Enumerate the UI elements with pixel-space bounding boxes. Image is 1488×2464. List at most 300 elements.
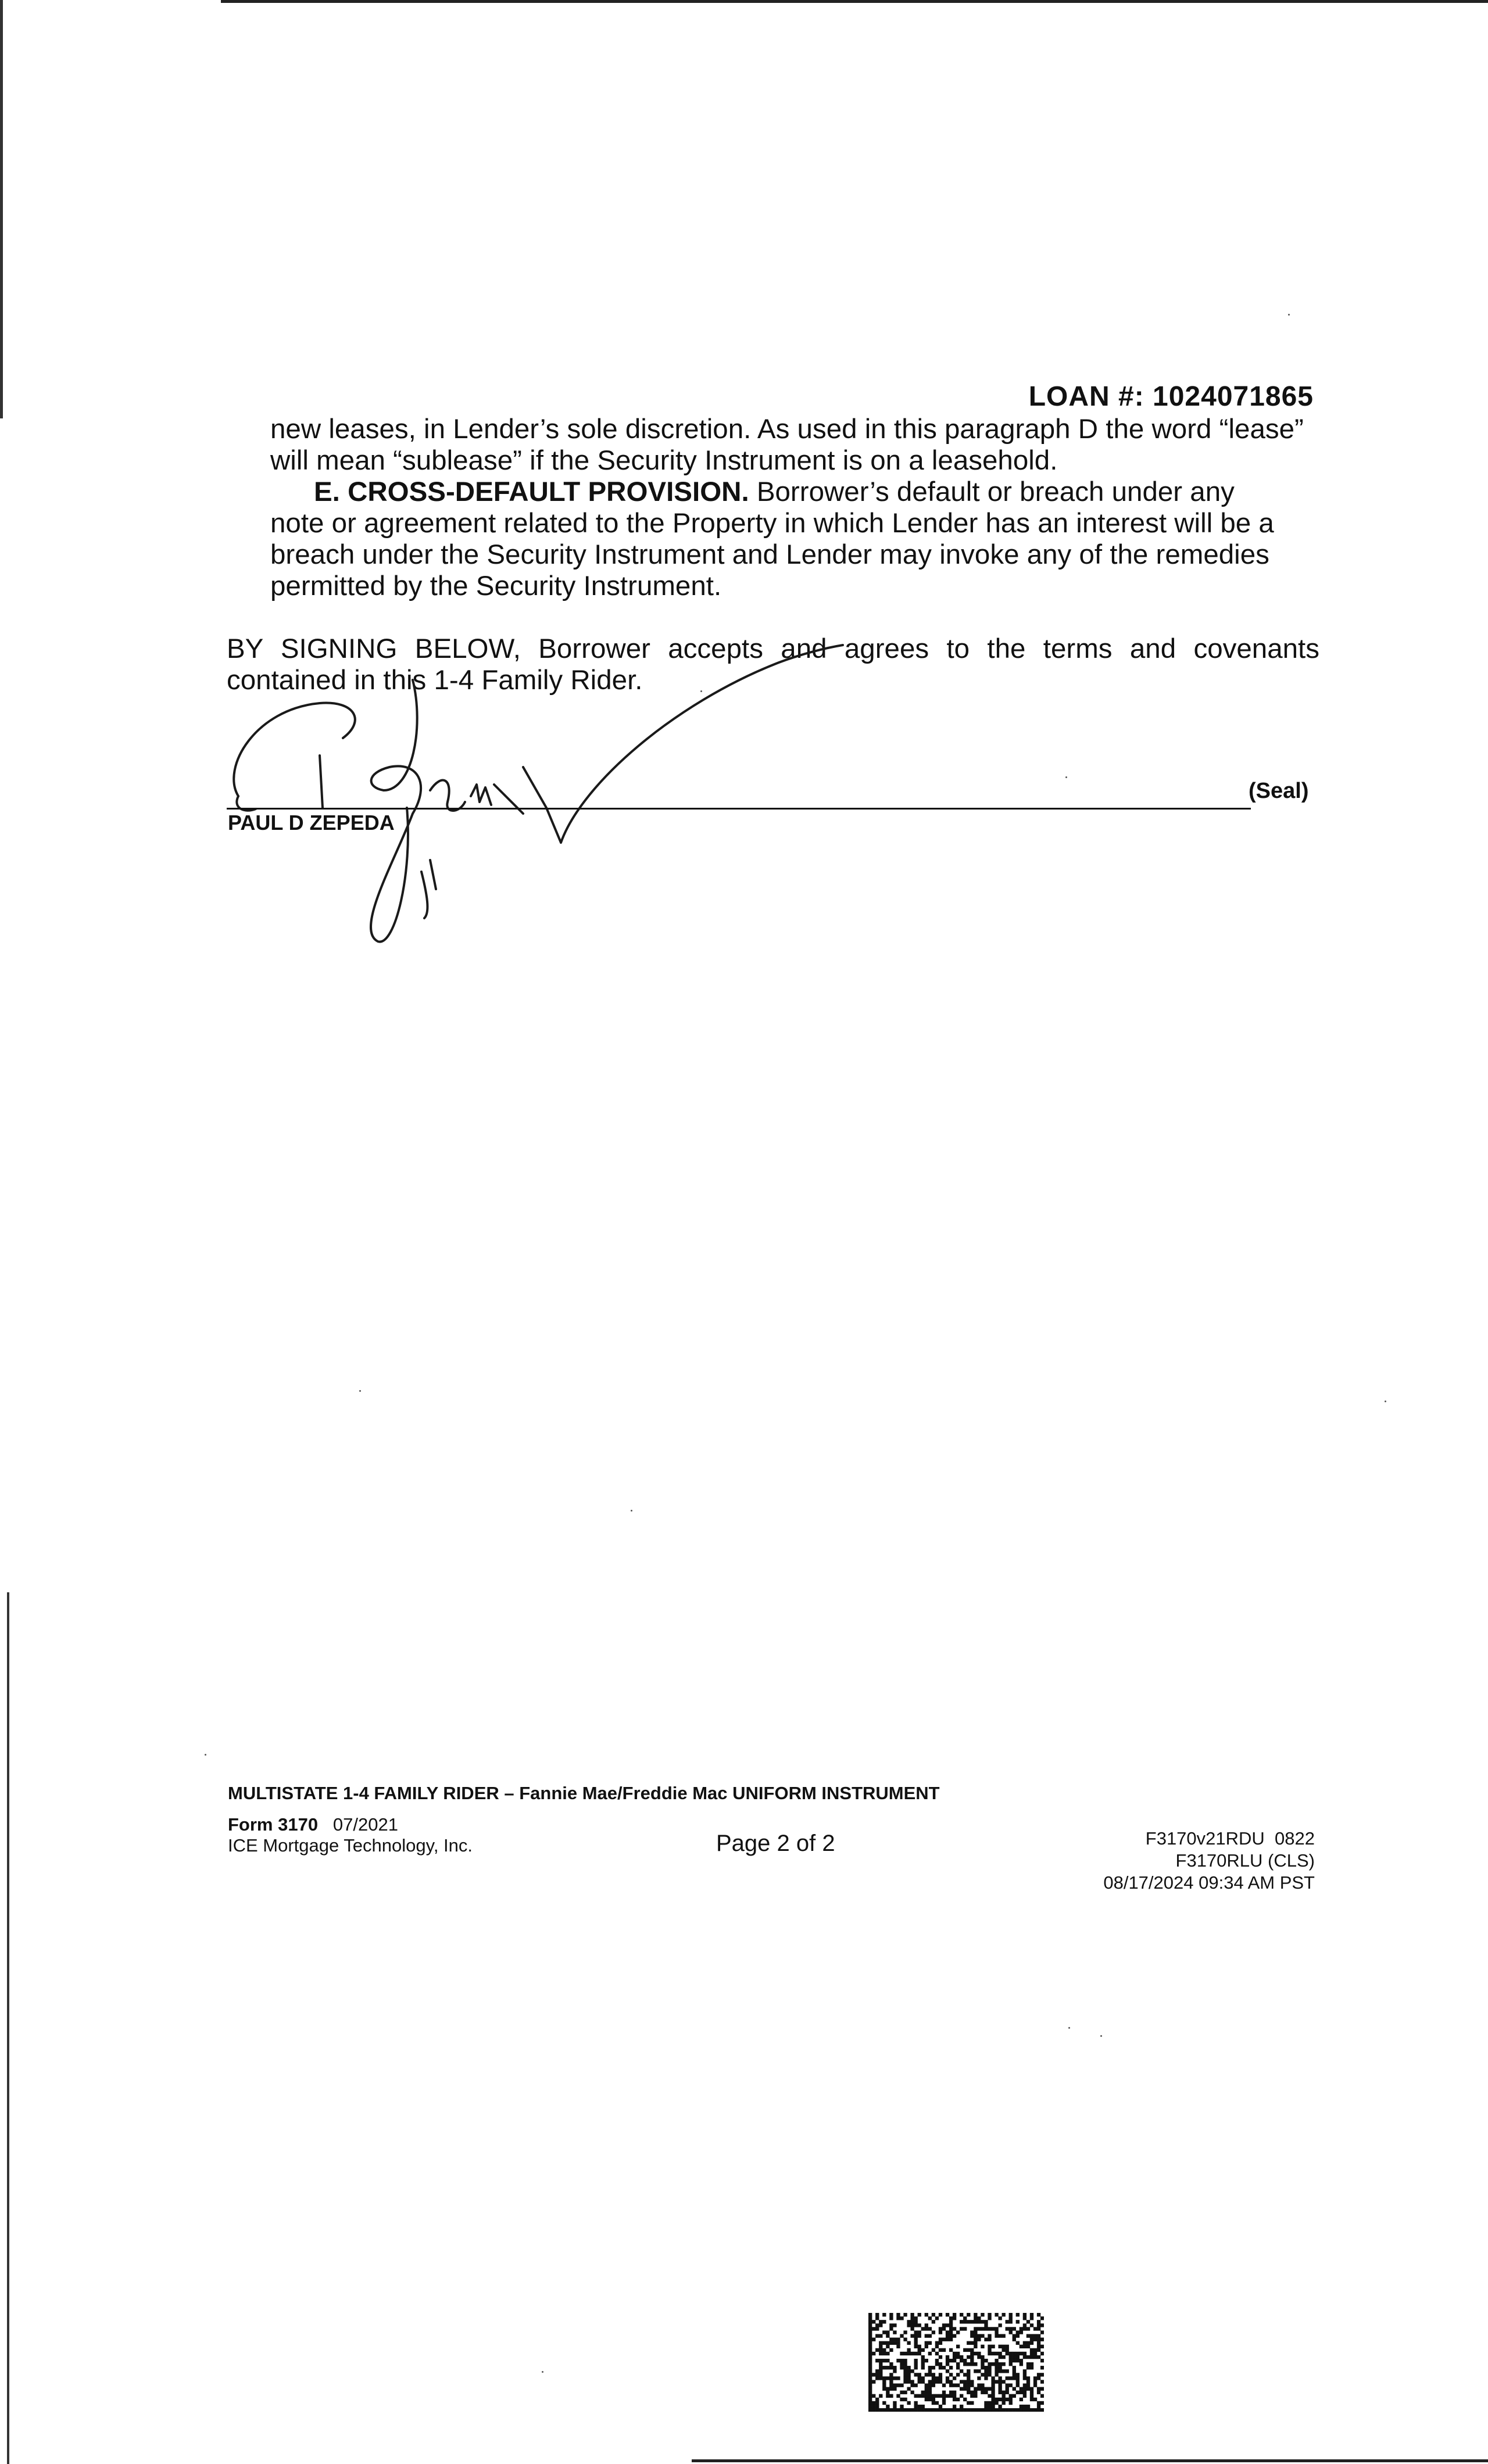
barcode-module <box>939 2405 942 2408</box>
barcode-module <box>879 2369 882 2373</box>
barcode-module <box>914 2320 918 2323</box>
barcode-module <box>1030 2323 1033 2327</box>
barcode-module <box>1030 2408 1033 2412</box>
barcode-module <box>875 2408 879 2412</box>
barcode-module <box>939 2341 942 2345</box>
barcode-module <box>981 2387 984 2391</box>
footer-timestamp: 08/17/2024 09:34 AM PST <box>1103 1872 1315 1893</box>
barcode-module <box>967 2313 970 2316</box>
barcode-module <box>974 2313 977 2316</box>
barcode-module <box>956 2383 960 2387</box>
barcode-module <box>963 2380 967 2383</box>
barcode-module <box>886 2376 889 2380</box>
barcode-module <box>910 2391 914 2394</box>
barcode-module <box>1023 2345 1026 2348</box>
barcode-module <box>981 2327 984 2330</box>
barcode-module <box>896 2313 900 2316</box>
paragraph-e-body: note or agreement related to the Property in which Lender has an interest will be a breach under the Security Instrument and Lender may invoke any of the remedies permitted by the Security Instrument. <box>270 508 1274 601</box>
barcode-module <box>896 2394 900 2398</box>
barcode-module <box>1040 2387 1044 2391</box>
barcode-module <box>868 2391 872 2394</box>
barcode-module <box>1016 2380 1020 2383</box>
barcode-module <box>921 2366 925 2369</box>
barcode-module <box>1013 2359 1016 2362</box>
barcode-module <box>918 2330 921 2334</box>
barcode-module <box>903 2391 907 2394</box>
barcode-module <box>889 2383 893 2387</box>
barcode-module <box>907 2341 910 2345</box>
barcode-module <box>1037 2338 1040 2341</box>
barcode-module <box>935 2408 939 2412</box>
barcode-module <box>889 2327 893 2330</box>
barcode-module <box>875 2376 879 2380</box>
barcode-module <box>921 2327 925 2330</box>
barcode-module <box>974 2408 977 2412</box>
barcode-module <box>910 2352 914 2355</box>
barcode-module <box>918 2334 921 2337</box>
barcode-module <box>1016 2391 1020 2394</box>
barcode-module <box>939 2330 942 2334</box>
barcode-module <box>925 2323 928 2327</box>
barcode-module <box>949 2359 953 2362</box>
barcode-module <box>949 2348 953 2352</box>
barcode-module <box>918 2348 921 2352</box>
barcode-module <box>879 2394 882 2398</box>
barcode-module <box>872 2338 875 2341</box>
barcode-module <box>925 2341 928 2345</box>
barcode-module <box>1016 2373 1020 2376</box>
barcode-module <box>1020 2391 1023 2394</box>
barcode-module <box>998 2391 1001 2394</box>
barcode-module <box>889 2380 893 2383</box>
barcode-module <box>903 2330 907 2334</box>
barcode-module <box>893 2366 896 2369</box>
barcode-module <box>1006 2383 1009 2387</box>
barcode-module <box>918 2376 921 2380</box>
barcode-module <box>995 2359 998 2362</box>
barcode-module <box>914 2362 918 2366</box>
barcode-module <box>970 2320 974 2323</box>
barcode-module <box>998 2355 1001 2359</box>
barcode-module <box>896 2359 900 2362</box>
barcode-module <box>914 2394 918 2398</box>
barcode-module <box>942 2401 946 2405</box>
barcode-module <box>988 2313 991 2316</box>
barcode-module <box>928 2316 932 2320</box>
barcode-module <box>1037 2373 1040 2376</box>
barcode-module <box>1033 2380 1037 2383</box>
barcode-module <box>928 2373 932 2376</box>
barcode-module <box>949 2380 953 2383</box>
barcode-module <box>875 2359 879 2362</box>
barcode-module <box>984 2320 988 2323</box>
barcode-module <box>984 2376 988 2380</box>
barcode-module <box>1033 2334 1037 2337</box>
barcode-module <box>946 2330 949 2334</box>
barcode-module <box>910 2327 914 2330</box>
barcode-module <box>868 2320 872 2323</box>
barcode-module <box>1009 2313 1013 2316</box>
barcode-module <box>879 2341 882 2345</box>
barcode-module <box>875 2405 879 2408</box>
barcode-module <box>896 2383 900 2387</box>
barcode-module <box>882 2313 886 2316</box>
barcode-module <box>900 2408 903 2412</box>
barcode-module <box>1016 2352 1020 2355</box>
barcode-module <box>967 2362 970 2366</box>
barcode-module <box>882 2380 886 2383</box>
barcode-module <box>1040 2330 1044 2334</box>
barcode-module <box>914 2345 918 2348</box>
barcode-module <box>868 2334 872 2337</box>
barcode-module <box>1037 2391 1040 2394</box>
barcode-module <box>1037 2334 1040 2337</box>
barcode-module <box>1009 2327 1013 2330</box>
barcode-module <box>1006 2387 1009 2391</box>
barcode-module <box>960 2405 963 2408</box>
barcode-module <box>928 2408 932 2412</box>
barcode-module <box>1009 2394 1013 2398</box>
barcode-module <box>1030 2355 1033 2359</box>
barcode-module <box>1033 2352 1037 2355</box>
barcode-module <box>872 2373 875 2376</box>
barcode-module <box>1006 2348 1009 2352</box>
barcode-module <box>914 2359 918 2362</box>
barcode-module <box>910 2334 914 2337</box>
barcode-module <box>935 2352 939 2355</box>
barcode-module <box>1030 2362 1033 2366</box>
footer-form-label: Form 3170 <box>228 1814 319 1835</box>
barcode-module <box>991 2383 995 2387</box>
barcode-module <box>872 2327 875 2330</box>
barcode-module <box>953 2391 956 2394</box>
barcode-module <box>960 2369 963 2373</box>
barcode-module <box>1006 2352 1009 2355</box>
barcode-module <box>988 2327 991 2330</box>
barcode-module <box>967 2391 970 2394</box>
barcode-module <box>868 2323 872 2327</box>
barcode-module <box>1040 2345 1044 2348</box>
barcode-module <box>882 2366 886 2369</box>
barcode-module <box>879 2323 882 2327</box>
barcode-module <box>949 2330 953 2334</box>
barcode-module <box>921 2391 925 2394</box>
barcode-module <box>970 2341 974 2345</box>
barcode-module <box>963 2373 967 2376</box>
barcode-module <box>963 2408 967 2412</box>
barcode-module <box>886 2352 889 2355</box>
barcode-module <box>981 2320 984 2323</box>
barcode-module <box>970 2408 974 2412</box>
barcode-module <box>925 2313 928 2316</box>
barcode-module <box>889 2338 893 2341</box>
barcode-module <box>977 2387 981 2391</box>
barcode-module <box>1040 2408 1044 2412</box>
barcode-module <box>1016 2334 1020 2337</box>
barcode-module <box>886 2330 889 2334</box>
barcode-module <box>868 2394 872 2398</box>
barcode-module <box>932 2373 935 2376</box>
barcode-module <box>974 2387 977 2391</box>
barcode-module <box>988 2348 991 2352</box>
barcode-module <box>988 2352 991 2355</box>
barcode-module <box>995 2334 998 2337</box>
barcode-module <box>914 2408 918 2412</box>
barcode-module <box>1037 2327 1040 2330</box>
barcode-module <box>1013 2327 1016 2330</box>
barcode-module <box>939 2313 942 2316</box>
barcode-module <box>956 2355 960 2359</box>
barcode-module <box>1037 2341 1040 2345</box>
barcode-module <box>921 2376 925 2380</box>
barcode-module <box>868 2330 872 2334</box>
barcode-module <box>903 2359 907 2362</box>
barcode-module <box>956 2352 960 2355</box>
barcode-module <box>946 2376 949 2380</box>
barcode-module <box>868 2408 872 2412</box>
barcode-module <box>868 2359 872 2362</box>
barcode-module <box>893 2323 896 2327</box>
barcode-module <box>974 2320 977 2323</box>
footer-form-title: MULTISTATE 1-4 FAMILY RIDER – Fannie Mae/Freddie Mac UNIFORM INSTRUMENT <box>228 1783 940 1803</box>
barcode-module <box>907 2376 910 2380</box>
barcode-module <box>939 2362 942 2366</box>
barcode-module <box>967 2355 970 2359</box>
barcode-module <box>1030 2316 1033 2320</box>
page-number: Page 2 of 2 <box>716 1831 835 1856</box>
barcode-module <box>1033 2408 1037 2412</box>
barcode-module <box>991 2387 995 2391</box>
barcode-module <box>1030 2334 1033 2337</box>
barcode-module <box>1023 2369 1026 2373</box>
barcode-module <box>1009 2355 1013 2359</box>
barcode-module <box>953 2355 956 2359</box>
barcode-module <box>981 2408 984 2412</box>
barcode-module <box>900 2362 903 2366</box>
barcode-module <box>995 2366 998 2369</box>
barcode-module <box>984 2327 988 2330</box>
barcode-module <box>995 2373 998 2376</box>
barcode-module <box>882 2387 886 2391</box>
barcode-module <box>977 2338 981 2341</box>
barcode-module <box>1020 2359 1023 2362</box>
barcode-module <box>1030 2398 1033 2401</box>
barcode-module <box>970 2401 974 2405</box>
barcode-module <box>903 2366 907 2369</box>
barcode-module <box>1030 2366 1033 2369</box>
barcode-module <box>935 2359 939 2362</box>
barcode-module <box>900 2366 903 2369</box>
barcode-module <box>893 2387 896 2391</box>
barcode-module <box>1002 2398 1006 2401</box>
barcode-module <box>903 2376 907 2380</box>
barcode-module <box>1033 2376 1037 2380</box>
barcode-module <box>953 2316 956 2320</box>
barcode-module <box>1040 2323 1044 2327</box>
barcode-module <box>963 2316 967 2320</box>
barcode-module <box>932 2398 935 2401</box>
barcode-module <box>967 2348 970 2352</box>
barcode-module <box>956 2398 960 2401</box>
barcode-module <box>949 2334 953 2337</box>
barcode-module <box>882 2348 886 2352</box>
barcode-module <box>868 2316 872 2320</box>
barcode-module <box>893 2405 896 2408</box>
barcode-module <box>918 2394 921 2398</box>
barcode-module <box>932 2313 935 2316</box>
barcode-module <box>925 2334 928 2337</box>
barcode-module <box>914 2366 918 2369</box>
barcode-module <box>1040 2352 1044 2355</box>
barcode-module <box>963 2387 967 2391</box>
barcode-module <box>1033 2348 1037 2352</box>
barcode-module <box>1020 2352 1023 2355</box>
barcode-module <box>875 2369 879 2373</box>
barcode-module <box>974 2330 977 2334</box>
barcode-module <box>1030 2348 1033 2352</box>
barcode-module <box>879 2376 882 2380</box>
barcode-module <box>949 2373 953 2376</box>
barcode-module <box>1016 2408 1020 2412</box>
barcode-module <box>977 2320 981 2323</box>
barcode-module <box>868 2380 872 2383</box>
barcode-module <box>963 2359 967 2362</box>
barcode-module <box>960 2320 963 2323</box>
barcode-module <box>970 2359 974 2362</box>
barcode-module <box>921 2355 925 2359</box>
barcode-module <box>939 2338 942 2341</box>
barcode-module <box>872 2405 875 2408</box>
barcode-module <box>981 2313 984 2316</box>
barcode-module <box>1013 2338 1016 2341</box>
barcode-module <box>967 2320 970 2323</box>
barcode-module <box>889 2366 893 2369</box>
barcode-module <box>953 2398 956 2401</box>
barcode-module <box>1006 2376 1009 2380</box>
barcode-module <box>1040 2373 1044 2376</box>
barcode-module <box>907 2348 910 2352</box>
barcode-module <box>998 2376 1001 2380</box>
barcode-module <box>974 2352 977 2355</box>
barcode-module <box>868 2401 872 2405</box>
barcode-module <box>928 2341 932 2345</box>
barcode-module <box>868 2383 872 2387</box>
barcode-module <box>1016 2376 1020 2380</box>
barcode-module <box>1023 2316 1026 2320</box>
barcode-module <box>896 2408 900 2412</box>
barcode-module <box>949 2338 953 2341</box>
paragraph-e-first-line <box>314 477 1314 508</box>
barcode-module <box>970 2383 974 2387</box>
barcode-module <box>1013 2376 1016 2380</box>
barcode-module <box>942 2323 946 2327</box>
barcode-module <box>918 2408 921 2412</box>
barcode-module <box>984 2401 988 2405</box>
barcode-module <box>977 2383 981 2387</box>
barcode-module <box>974 2338 977 2341</box>
barcode-module <box>984 2373 988 2376</box>
barcode-module <box>1016 2320 1020 2323</box>
loan-number: LOAN #: 1024071865 <box>1028 381 1314 412</box>
barcode-module <box>886 2341 889 2345</box>
barcode-module <box>974 2362 977 2366</box>
barcode-module <box>882 2341 886 2345</box>
barcode-module <box>977 2327 981 2330</box>
barcode-module <box>907 2320 910 2323</box>
barcode-module <box>1023 2391 1026 2394</box>
barcode-module <box>900 2383 903 2387</box>
barcode-module <box>900 2316 903 2320</box>
barcode-module <box>981 2383 984 2387</box>
barcode-module <box>918 2380 921 2383</box>
barcode-module <box>946 2380 949 2383</box>
barcode-module <box>995 2401 998 2405</box>
barcode-module <box>907 2323 910 2327</box>
barcode-module <box>879 2373 882 2376</box>
barcode-module <box>1006 2369 1009 2373</box>
barcode-module <box>991 2394 995 2398</box>
barcode-module <box>977 2334 981 2337</box>
barcode-module <box>942 2327 946 2330</box>
barcode-module <box>988 2369 991 2373</box>
barcode-module <box>1016 2383 1020 2387</box>
barcode-module <box>875 2327 879 2330</box>
barcode-module <box>946 2338 949 2341</box>
barcode-module <box>932 2320 935 2323</box>
barcode-module <box>1013 2373 1016 2376</box>
barcode-module <box>907 2401 910 2405</box>
barcode-module <box>1033 2327 1037 2330</box>
barcode-module <box>1026 2387 1030 2391</box>
barcode-module <box>872 2401 875 2405</box>
barcode-module <box>960 2355 963 2359</box>
scan-edge-left-lower <box>7 1592 9 2464</box>
barcode-module <box>942 2408 946 2412</box>
barcode-module <box>1020 2345 1023 2348</box>
barcode-module <box>956 2345 960 2348</box>
barcode-module <box>918 2323 921 2327</box>
barcode-module <box>893 2408 896 2412</box>
barcode-module <box>998 2383 1001 2387</box>
barcode-module <box>1023 2394 1026 2398</box>
barcode-module <box>974 2369 977 2373</box>
barcode-module <box>921 2380 925 2383</box>
barcode-module <box>893 2376 896 2380</box>
barcode-module <box>910 2323 914 2327</box>
barcode-module <box>896 2338 900 2341</box>
barcode-module <box>872 2408 875 2412</box>
barcode-module <box>970 2362 974 2366</box>
barcode-module <box>918 2313 921 2316</box>
barcode-module <box>1006 2345 1009 2348</box>
barcode-module <box>939 2380 942 2383</box>
barcode-module <box>896 2341 900 2345</box>
barcode-module <box>977 2376 981 2380</box>
barcode-module <box>889 2362 893 2366</box>
barcode-module <box>921 2394 925 2398</box>
barcode-module <box>1009 2316 1013 2320</box>
barcode-module <box>988 2338 991 2341</box>
barcode-module <box>889 2376 893 2380</box>
barcode-module <box>981 2359 984 2362</box>
barcode-module <box>914 2383 918 2387</box>
barcode-module <box>889 2348 893 2352</box>
barcode-module <box>1009 2359 1013 2362</box>
barcode-module <box>872 2394 875 2398</box>
scan-edge-left <box>0 0 3 418</box>
barcode-module <box>998 2334 1001 2337</box>
barcode-module <box>907 2366 910 2369</box>
